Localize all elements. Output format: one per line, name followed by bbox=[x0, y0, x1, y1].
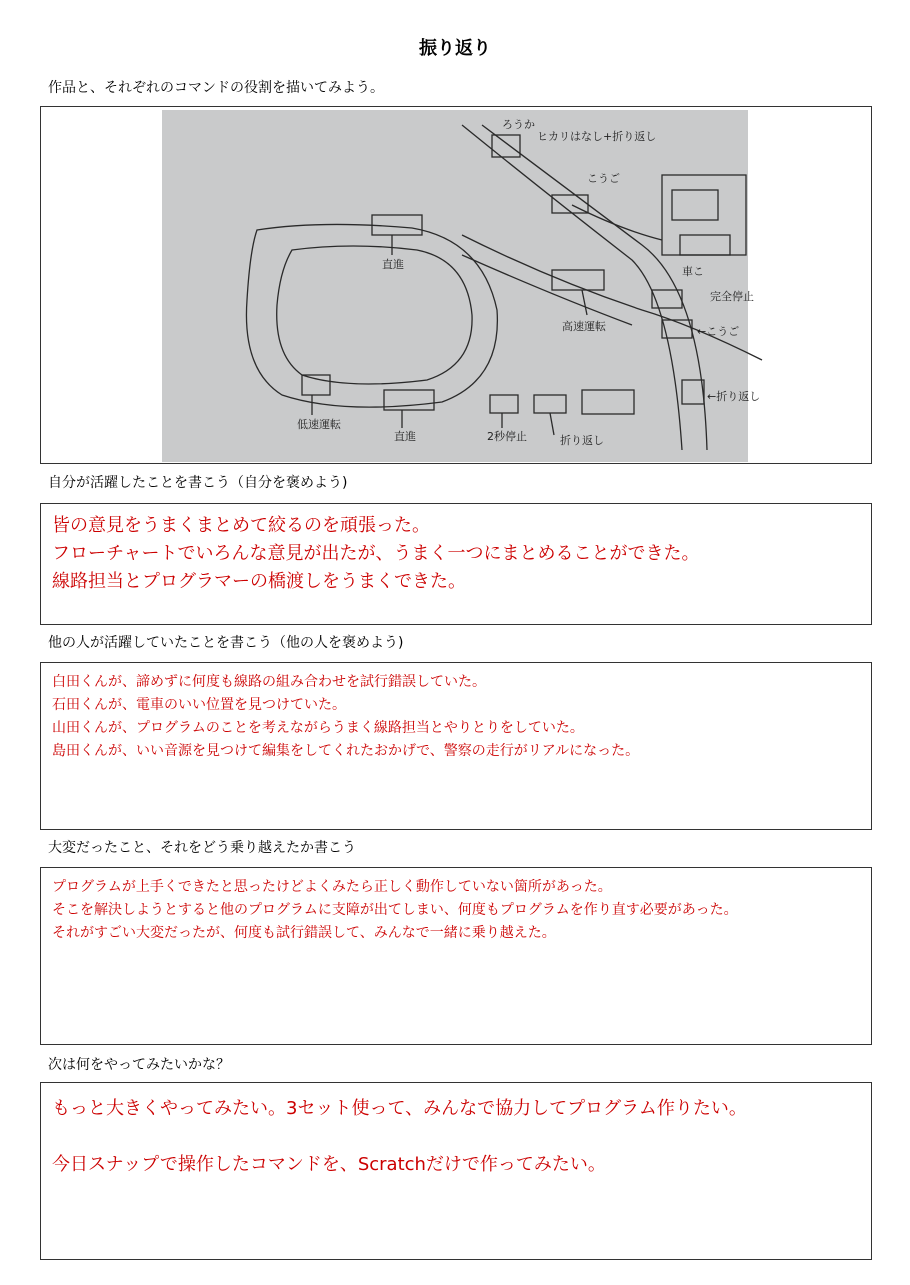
answer-line: それがすごい大変だったが、何度も試行錯誤して、みんなで一緒に乗り越えた。 bbox=[52, 925, 556, 941]
sketch-note-station: 車こ bbox=[682, 265, 704, 278]
work-sketch-box bbox=[40, 106, 872, 464]
answer-line: 白田くんが、諦めずに何度も線路の組み合わせを試行錯誤していた。 bbox=[52, 674, 486, 690]
others-answer-box bbox=[40, 662, 872, 830]
next-answer-box bbox=[40, 1082, 872, 1260]
work-prompt-label: 作品と、それぞれのコマンドの役割を描いてみよう。 bbox=[48, 80, 384, 96]
next-prompt-label: 次は何をやってみたいかな？ bbox=[48, 1057, 230, 1073]
sketch-note-rise-2: ←こうご bbox=[697, 325, 740, 338]
hard-answer-box bbox=[40, 867, 872, 1045]
sketch-note-stop-2: 2秒停止 bbox=[487, 430, 527, 443]
sketch-note-pass: ろうか bbox=[502, 118, 535, 131]
answer-line: もっと大きくやってみたい。3セット使って、みんなで協力してプログラム作りたい。 bbox=[52, 1098, 747, 1119]
answer-line: プログラムが上手くできたと思ったけどよくみたら正しく動作していない箇所があった。 bbox=[52, 879, 612, 895]
hard-prompt-label: 大変だったこと、それをどう乗り越えたか書こう bbox=[48, 840, 356, 856]
sketch-note-turn-2: 折り返し bbox=[560, 434, 604, 447]
answer-line: 石田くんが、電車のいい位置を見つけていた。 bbox=[52, 697, 346, 713]
hard-answer-text bbox=[41, 868, 871, 945]
answer-line: 島田くんが、いい音源を見つけて編集をしてくれたおかげで、警察の走行がリアルになった。 bbox=[52, 743, 640, 759]
sketch-note-stop: 完全停止 bbox=[710, 290, 754, 303]
others-prompt-label: 他の人が活躍していたことを書こう（他の人を褒めよう) bbox=[48, 635, 404, 651]
self-answer-box bbox=[40, 503, 872, 625]
answer-line: 今日スナップで操作したコマンドを、Scratchだけで作ってみたい。 bbox=[52, 1154, 606, 1175]
sketch-note-run: 低速運転 bbox=[297, 418, 341, 431]
answer-line: フローチャートでいろんな意見が出たが、うまく一つにまとめることができた。 bbox=[52, 543, 700, 564]
self-prompt-label: 自分が活躍したことを書こう（自分を褒めよう) bbox=[48, 475, 348, 491]
answer-line bbox=[52, 1123, 871, 1151]
sketch-photo bbox=[162, 110, 761, 462]
answer-line: 皆の意見をうまくまとめて絞るのを頑張った。 bbox=[52, 515, 430, 536]
self-answer-text bbox=[41, 504, 871, 596]
sketch-note-1: ヒカリはなし+折り返し bbox=[537, 130, 657, 143]
next-answer-text bbox=[41, 1083, 871, 1179]
sketch-note-high: 高速運転 bbox=[562, 320, 606, 333]
answer-line: 山田くんが、プログラムのことを考えながらうまく線路担当とやりとりをしていた。 bbox=[52, 720, 584, 736]
sketch-note-straight-2: 直進 bbox=[394, 430, 416, 443]
sketch-note-pass-rise: こうご bbox=[587, 172, 620, 185]
answer-line: そこを解決しようとすると他のプログラムに支障が出てしまい、何度もプログラムを作り直す必要があった。 bbox=[52, 902, 738, 918]
sketch-note-turn: ←折り返し bbox=[707, 390, 761, 403]
page-title: 振り返り bbox=[419, 38, 491, 59]
answer-line: 線路担当とプログラマーの橋渡しをうまくできた。 bbox=[52, 571, 466, 592]
others-answer-text bbox=[41, 663, 871, 763]
sketch-note-straight-1: 直進 bbox=[382, 258, 404, 271]
